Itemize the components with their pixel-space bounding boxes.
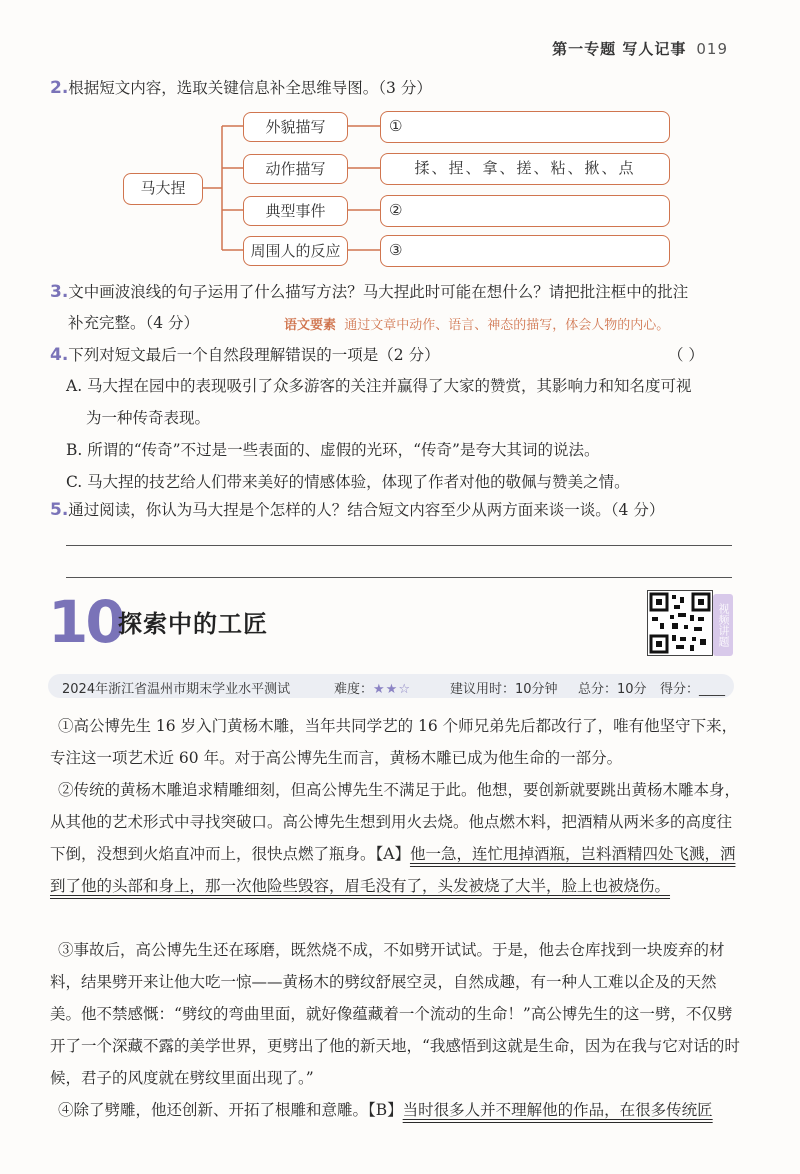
score-field[interactable]: 得分：____ [660, 682, 726, 697]
paragraph-2 [50, 774, 740, 902]
hint-text: 通过文章中动作、语言、神态的描写，体会人物的内心。 [344, 318, 670, 333]
mindmap-root: 马大捏 [123, 173, 203, 205]
answer-box-1[interactable]: ① [380, 111, 670, 143]
hint-note [284, 314, 669, 333]
qr-code[interactable] [647, 590, 713, 656]
answer-line-2[interactable] [66, 577, 732, 578]
option-c: C. 马大捏的技艺给人们带来美好的情感体验，体现了作者对他的敬佩与赞美之情。 [66, 473, 630, 491]
underlined-sentence-b: 当时很多人并不理解他的作品，在很多传统匠 [402, 1101, 713, 1119]
hint-label: 语文要素 [284, 318, 337, 333]
question-number: 2. [50, 78, 69, 98]
difficulty [334, 678, 411, 697]
mindmap-branch-action: 动作描写 [243, 154, 348, 184]
answer-box-3[interactable]: ③ [380, 235, 670, 267]
option-b: B. 所谓的“传奇”不过是一些表面的、虚假的光环，“传奇”是夸大其词的说法。 [66, 441, 600, 459]
paragraph-2-text: ②传统的黄杨木雕追求精雕细刻，但高公博先生不满足于此。他想，要创新就要跳出黄杨木雕本身，从其他的艺术形式中寻找突破口。高公博先生想到用火去烧。他点燃木料，把酒精从两米多的高度往下倒，没想到火焰直冲而上，很快点燃了瓶身。【A】 [50, 781, 741, 863]
header-title: 第一专题 写人记事 [552, 40, 687, 58]
section-number: 10 [48, 588, 123, 656]
question-text: 文中画波浪线的句子运用了什么描写方法？马大捏此时可能在想什么？请把批注框中的批注 [68, 283, 689, 301]
answer-box-action: 揉、捏、拿、搓、粘、揪、点 [380, 153, 670, 185]
question-4 [50, 342, 440, 368]
question-number: 5. [50, 500, 69, 520]
option-a-cont: 为一种传奇表现。 [86, 409, 211, 427]
mindmap-branch-reaction: 周围人的反应 [243, 236, 348, 266]
difficulty-stars: ★★☆ [373, 682, 411, 697]
paragraph-3: ③事故后，高公博先生还在琢磨，既然烧不成，不如劈开试试。于是，他去仓库找到一块废弃的材料，结果劈开来让他大吃一惊——黄杨木的劈纹舒展空灵，自然成趣，有一种人工难以企及的天然美。他不禁感慨：“劈纹的弯曲里面，就好像蕴藏着一个流动的生命！”高公博先生的这一劈，不仅劈开了一个深藏不露的美学世界，更劈出了他的新天地，“我感悟到这就是生命，因为在我与它对话的时候，君子的风度就在劈纹里面出现了。” [50, 941, 740, 1087]
question-number: 3. [50, 282, 69, 302]
question-3 [50, 279, 688, 305]
answer-bracket[interactable]: （ ） [668, 346, 704, 364]
question-5 [50, 497, 664, 523]
mindmap-branch-event: 典型事件 [243, 196, 348, 226]
question-text: 通过阅读，你认为马大捏是个怎样的人？结合短文内容至少从两方面来谈一谈。（4 分） [68, 501, 665, 519]
underlined-sentence-a: 他一急，连忙甩掉酒瓶，岂料酒精四处飞溅，洒到了他的头部和身上，那一次他险些毁容，眉毛没有了，头发被烧了大半，脸上也被烧伤。 [50, 845, 736, 895]
mindmap-branch-appearance: 外貌描写 [243, 112, 348, 142]
paragraph-4-text: ④除了劈雕，他还创新、开拓了根雕和意雕。【B】 [58, 1101, 403, 1119]
page-number: 019 [696, 40, 728, 58]
question-text: 下列对短文最后一个自然段理解错误的一项是（2 分） [68, 346, 440, 364]
qr-code-icon [648, 591, 712, 655]
paragraph-4 [50, 1094, 740, 1126]
suggested-time: 建议用时：10分钟 [450, 682, 558, 697]
answer-box-2[interactable]: ② [380, 195, 670, 227]
question-text: 根据短文内容，选取关键信息补全思维导图。（3 分） [68, 79, 432, 97]
option-a: A. 马大捏在园中的表现吸引了众多游客的关注并赢得了大家的赞赏，其影响力和知名度可视 [66, 377, 692, 395]
section-title: 探索中的工匠 [118, 609, 268, 638]
paragraph-1: ①高公博先生 16 岁入门黄杨木雕，当年共同学艺的 16 个师兄弟先后都改行了，唯有他坚守下来，专注这一项艺术近 60 年。对于高公博先生而言，黄杨木雕已成为他生命的一部分。 [50, 717, 738, 767]
info-bar [48, 674, 734, 698]
difficulty-label: 难度： [334, 682, 374, 697]
total-score: 总分：10分 [578, 682, 647, 697]
question-number: 4. [50, 345, 69, 365]
video-tab[interactable]: 视频讲题 [713, 594, 733, 656]
source-label: 2024年浙江省温州市期末学业水平测试 [62, 682, 291, 697]
answer-line-1[interactable] [66, 545, 732, 546]
question-3-line2: 补充完整。（4 分） [68, 314, 200, 332]
